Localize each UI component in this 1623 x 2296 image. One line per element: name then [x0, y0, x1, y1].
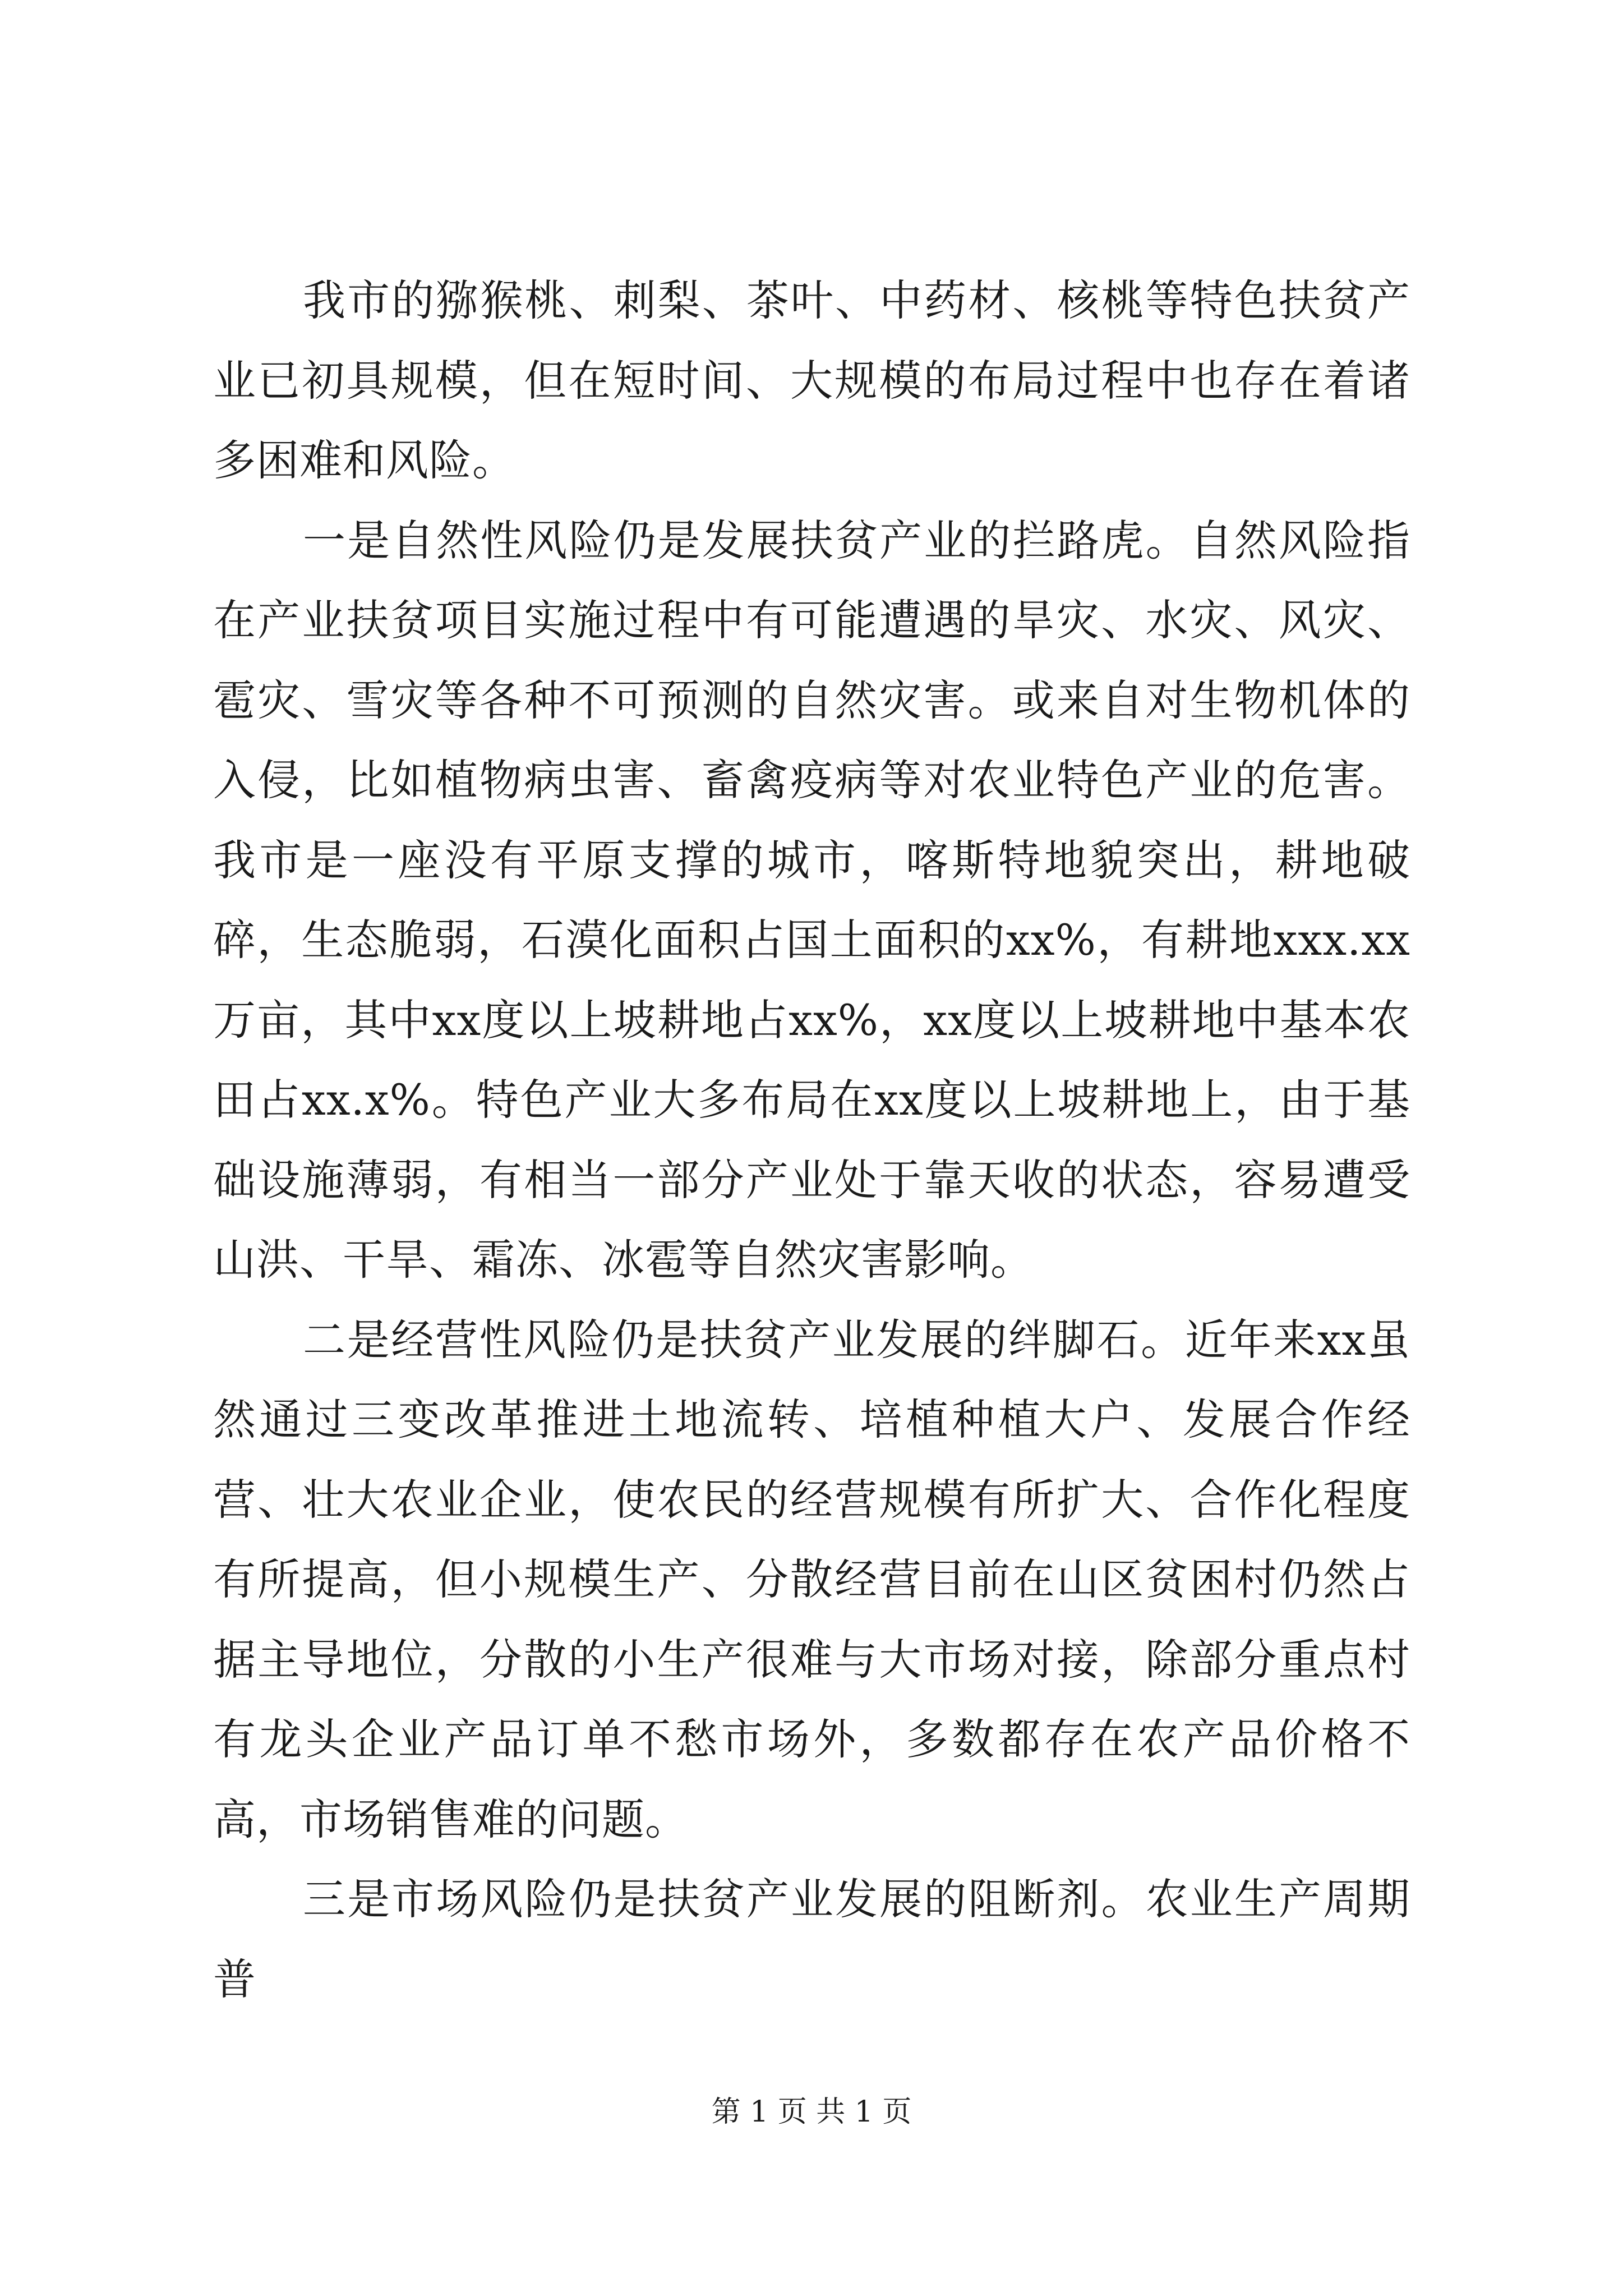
page-number: 第 1 页 共 1 页	[711, 2095, 912, 2129]
document-body	[213, 261, 1410, 2019]
paragraph-intro: 我市的猕猴桃、刺梨、茶叶、中药材、核桃等特色扶贫产业已初具规模，但在短时间、大规模的布局过程中也存在着诸多困难和风险。	[213, 275, 1410, 485]
paragraph-market-risk: 三是市场风险仍是扶贫产业发展的阻断剂。农业生产周期普	[213, 1874, 1410, 2004]
page-footer	[0, 2092, 1623, 2132]
paragraph-operational-risk: 二是经营性风险仍是扶贫产业发展的绊脚石。近年来xx虽然通过三变改革推进土地流转、培植种植大户、发展合作经营、壮大农业企业，使农民的经营规模有所扩大、合作化程度有所提高，但小规模生产、分散经营目前在山区贫困村仍然占据主导地位，分散的小生产很难与大市场对接，除部分重点村有龙头企业产品订单不愁市场外，多数都存在农产品价格不高，市场销售难的问题。	[213, 1314, 1410, 1844]
paragraph-natural-risk: 一是自然性风险仍是发展扶贫产业的拦路虎。自然风险指在产业扶贫项目实施过程中有可能遭遇的旱灾、水灾、风灾、雹灾、雪灾等各种不可预测的自然灾害。或来自对生物机体的入侵，比如植物病虫害、畜禽疫病等对农业特色产业的危害。我市是一座没有平原支撑的城市，喀斯特地貌突出，耕地破碎，生态脆弱，石漠化面积占国土面积的xx%，有耕地xxx.xx万亩，其中xx度以上坡耕地占xx%，xx度以上坡耕地中基本农田占xx.x%。特色产业大多布局在xx度以上坡耕地上，由于基础设施薄弱，有相当一部分产业处于靠天收的状态，容易遭受山洪、干旱、霜冻、冰雹等自然灾害影响。	[213, 515, 1410, 1285]
